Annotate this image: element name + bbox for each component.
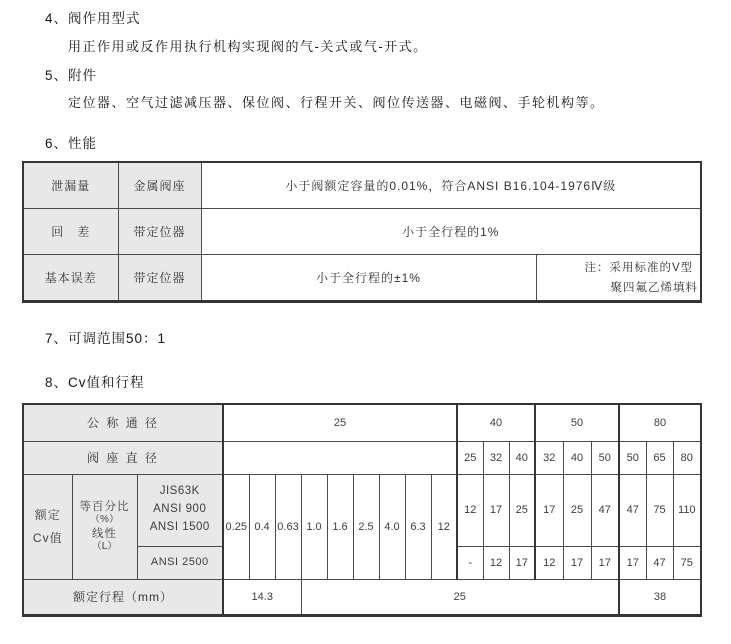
- cv-value: 17: [591, 546, 619, 579]
- perf-value-leakage: 小于阀额定容量的0.01%，符合ANSI B16.104-1976Ⅳ级: [201, 162, 701, 208]
- section-body-accessories: 定位器、空气过滤减压器、保位阀、行程开关、阀位传送器、电磁阀、手轮机构等。: [68, 95, 605, 110]
- seat-value: 65: [646, 441, 673, 474]
- standard-name: ANSI 900: [153, 503, 207, 516]
- cv-value: 17: [509, 546, 535, 579]
- cv-value: 17: [535, 474, 563, 546]
- standard-name: JIS63K: [159, 485, 200, 498]
- seat-value: 32: [535, 441, 563, 474]
- table-row: [23, 162, 701, 208]
- rated-cv-line2: Cv值: [32, 530, 63, 545]
- cv-value: 47: [619, 474, 646, 546]
- section-heading-valve-action: 4、阀作用型式: [45, 11, 141, 26]
- cv-value-dn25: 0.4: [249, 474, 275, 579]
- seat-value: 40: [509, 441, 535, 474]
- rated-travel-label: 额定行程（mm）: [23, 579, 223, 615]
- cv-value: 25: [509, 474, 535, 546]
- perf-item-hysteresis: 回 差: [23, 208, 118, 254]
- table-row: [23, 441, 701, 474]
- packing-note-cell: [536, 254, 701, 301]
- packing-note-line2: 聚四氟乙烯填料: [610, 282, 698, 294]
- travel-value: 14.3: [223, 579, 301, 615]
- packing-note-line1: 注：采用标准的V型: [584, 262, 694, 274]
- seat-value: 40: [563, 441, 591, 474]
- standard-ansi2500-label: ANSI 2500: [137, 546, 223, 579]
- table-row: [23, 579, 701, 615]
- cv-value: 47: [591, 474, 619, 546]
- cv-value: 110: [673, 474, 701, 546]
- seat-value: 25: [457, 441, 483, 474]
- characteristic-line: （L）: [91, 540, 118, 552]
- section-heading-accessories: 5、附件: [45, 68, 98, 83]
- cv-value: 12: [457, 474, 483, 546]
- perf-item-basic-error: 基本误差: [23, 254, 118, 301]
- cv-value-dn25: 4.0: [379, 474, 405, 579]
- cv-value: 17: [619, 546, 646, 579]
- standards-group-label: [137, 474, 223, 546]
- cv-value: 75: [646, 474, 673, 546]
- table-row: [23, 404, 701, 441]
- cv-value-dn25: 2.5: [353, 474, 379, 579]
- nominal-group-25: 25: [223, 404, 457, 441]
- cv-value: 12: [535, 546, 563, 579]
- seat-diameter-blank: [223, 441, 457, 474]
- cv-value-dn25: 0.25: [223, 474, 249, 579]
- travel-value: 25: [301, 579, 619, 615]
- cv-travel-table: [22, 403, 702, 617]
- seat-value: 32: [483, 441, 509, 474]
- cv-value: 17: [483, 474, 509, 546]
- cv-value: 12: [483, 546, 509, 579]
- section-body-valve-action: 用正作用或反作用执行机构实现阀的气-关式或气-开式。: [68, 39, 428, 54]
- section-heading-performance: 6、性能: [45, 136, 98, 151]
- section-heading-cv-travel: 8、Cv值和行程: [45, 375, 145, 390]
- nominal-group-40: 40: [457, 404, 535, 441]
- section-heading-rangeability: 7、可调范围50：1: [45, 331, 167, 346]
- cv-value: 47: [646, 546, 673, 579]
- travel-value: 38: [619, 579, 701, 615]
- seat-diameter-label: 阀 座 直 径: [23, 441, 223, 474]
- perf-cond-leakage: 金属阀座: [118, 162, 201, 208]
- seat-value: 50: [591, 441, 619, 474]
- table-row: [23, 254, 701, 301]
- flow-characteristic-label: [72, 474, 137, 579]
- cv-value-dn25: 1.6: [327, 474, 353, 579]
- perf-value-basic-error: 小于全行程的±1%: [201, 254, 536, 301]
- cv-value-dn25: 6.3: [405, 474, 431, 579]
- characteristic-line: （%）: [90, 514, 119, 525]
- rated-cv-line1: 额定: [34, 507, 61, 522]
- cv-value-dn25: 0.63: [275, 474, 301, 579]
- table-row: [23, 208, 701, 254]
- nominal-group-50: 50: [535, 404, 619, 441]
- cv-value-dn25: 1.0: [301, 474, 327, 579]
- cv-value: -: [457, 546, 483, 579]
- rated-cv-label: [23, 474, 72, 579]
- perf-cond-hysteresis: 带定位器: [118, 208, 201, 254]
- perf-value-hysteresis: 小于全行程的1%: [201, 208, 701, 254]
- table-row: [23, 474, 701, 546]
- seat-value: 50: [619, 441, 646, 474]
- nominal-group-80: 80: [619, 404, 701, 441]
- performance-table: [22, 161, 702, 303]
- standard-name: ANSI 1500: [149, 520, 210, 533]
- cv-value: 25: [563, 474, 591, 546]
- perf-item-leakage: 泄漏量: [23, 162, 118, 208]
- characteristic-line: 线性: [92, 527, 117, 540]
- seat-value: 80: [673, 441, 701, 474]
- cv-value: 75: [673, 546, 701, 579]
- characteristic-line: 等百分比: [79, 500, 130, 513]
- cv-value: 17: [563, 546, 591, 579]
- perf-cond-basic-error: 带定位器: [118, 254, 201, 301]
- cv-value-dn25: 12: [431, 474, 457, 579]
- nominal-diameter-label: 公 称 通 径: [23, 404, 223, 441]
